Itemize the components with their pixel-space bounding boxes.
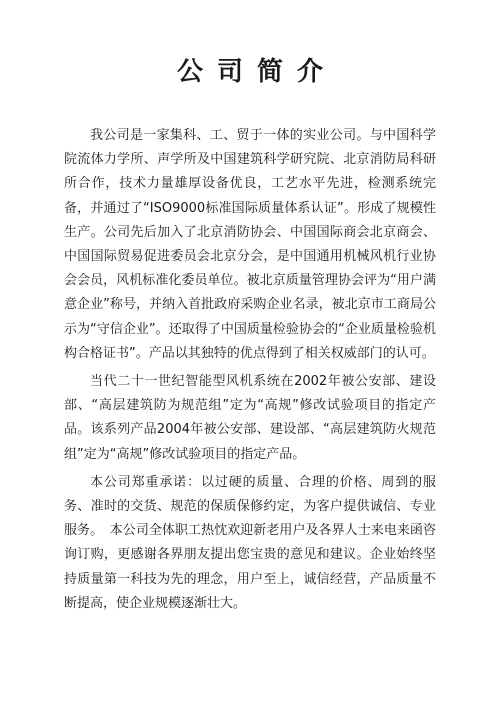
paragraph-company-overview: 我公司是一家集科、工、贸于一体的实业公司。与中国科学院流体力学所、声学所及中国建筑科学研究院、北京消防局科研所合作，技术力量雄厚设备优良，工艺水平先进，检测系统完备，并通过了“ISO9000标准国际质量体系认证”。形成了规模性生产。公司先后加入了北京消防协会、中国国际商会北京商会、中国国际贸易促进委员会北京分会，是中国通用机械风机行业协会会员，风机标准化委员单位。被北京质量管理协会评为“用户满意企业”称号，并纳入首批政府采购企业名录，被北京市工商局公示为“守信企业”。还取得了中国质量检验协会的“企业质量检验机构合格证书”。产品以其独特的优点得到了相关权威部门的认可。 (64, 128, 436, 361)
page-title: 公司简介 (176, 57, 337, 87)
paragraph-product-certification: 当代二十一世纪智能型风机系统在2002年被公安部、建设部、“高层建筑防为规范组”定为“高规”修改试验项目的指定产品。该系列产品2004年被公安部、建设部、“高层建筑防火规范组”定为“高规”修改试验项目的指定产品。 (64, 374, 436, 462)
paragraph-service-commitment: 本公司郑重承诺：以过硬的质量、合理的价格、周到的服务、准时的交货、规范的保质保修约定，为客户提供诚信、专业服务。 本公司全体职工热忱欢迎新老用户及各界人士来电来函咨询订购，更感谢各界朋友提出您宝贵的意见和建议。企业始终坚持质量第一科技为先的理念，用户至上，诚信经营，产品质量不断提高，使企业规模逐渐壮大。 (64, 474, 436, 611)
